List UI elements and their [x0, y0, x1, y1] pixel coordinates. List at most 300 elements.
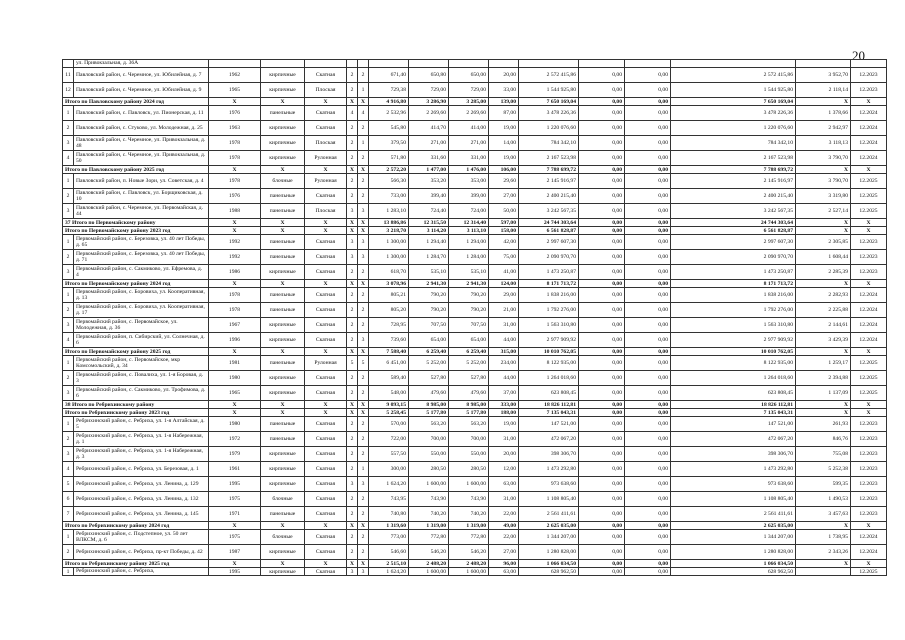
repair-cost-cell: 8 171 713,72 — [519, 280, 579, 288]
local-funds-cell: 0,00 — [625, 477, 671, 492]
wall-material-cell: X — [261, 166, 305, 174]
owners-funds-cell: 1 220 076,60 — [671, 121, 796, 136]
owners-funds-cell: 1 473 292,80 — [671, 462, 796, 477]
living-area-cell: 546,20 — [409, 545, 449, 560]
wall-material-cell: панельные — [261, 303, 305, 318]
repair-cost-cell: 7 650 169,04 — [519, 98, 579, 106]
deadline-cell: X — [851, 560, 887, 568]
total-row — [63, 409, 887, 417]
wall-material-cell: кирпичные — [261, 318, 305, 333]
floors-cell: 2 — [347, 68, 358, 83]
table-row — [63, 477, 887, 492]
residents-cell: 19,00 — [489, 121, 519, 136]
owners-funds-cell: 1 280 828,00 — [671, 545, 796, 560]
floors-cell: X — [347, 409, 358, 417]
entrances-cell: X — [358, 98, 369, 106]
total-area-cell: 773,00 — [369, 530, 409, 545]
unit-cost-cell: 261,93 — [796, 417, 851, 432]
total-area-cell: 1 283,10 — [369, 204, 409, 219]
total-area-cell: 805,20 — [369, 303, 409, 318]
year-cell — [209, 60, 261, 68]
unit-cost-cell: 846,76 — [796, 432, 851, 447]
local-funds-cell: 0,00 — [625, 250, 671, 265]
table-row — [63, 288, 887, 303]
entrances-cell: 3 — [358, 250, 369, 265]
roof-type-cell: Скатная — [305, 333, 347, 348]
floors-cell: 2 — [347, 189, 358, 204]
table-row — [63, 151, 887, 166]
wall-material-cell: панельные — [261, 204, 305, 219]
residents-cell: 96,00 — [489, 560, 519, 568]
entrances-cell: 2 — [358, 507, 369, 522]
wall-material-cell: X — [261, 219, 305, 227]
local-funds-cell: 0,00 — [625, 560, 671, 568]
row-number-cell: 1 — [63, 288, 74, 303]
owners-funds-cell: 3 478 226,36 — [671, 106, 796, 121]
deadline-cell: 12.2024 — [851, 318, 887, 333]
row-number-cell — [63, 60, 74, 68]
owners-funds-cell: 2 090 970,70 — [671, 250, 796, 265]
repair-cost-cell: 2 167 523,98 — [519, 151, 579, 166]
total-area-cell: 739,60 — [369, 333, 409, 348]
regional-funds-cell: 0,00 — [579, 530, 625, 545]
living-area-cell: 550,00 — [409, 447, 449, 462]
living-area-cell: 271,00 — [409, 136, 449, 151]
table-row — [63, 136, 887, 151]
local-funds-cell: 0,00 — [625, 417, 671, 432]
residential-area-cell: 650,00 — [449, 68, 489, 83]
address-cell: Павловский район, с. Черемное, ул. Юбилейная, д. 9 — [74, 83, 209, 98]
wall-material-cell: панельные — [261, 432, 305, 447]
entrances-cell: 3 — [358, 477, 369, 492]
residential-area-cell: 353,00 — [449, 174, 489, 189]
residents-cell: 37,00 — [489, 386, 519, 401]
owners-funds-cell: 6 561 828,87 — [671, 227, 796, 235]
total-label-cell: Итого по Первомайскому району 2024 год — [63, 280, 209, 288]
local-funds-cell: 0,00 — [625, 83, 671, 98]
regional-funds-cell: 0,00 — [579, 401, 625, 409]
repair-cost-cell: 1 838 216,00 — [519, 288, 579, 303]
regional-funds-cell: 0,00 — [579, 106, 625, 121]
total-area-cell: 566,30 — [369, 174, 409, 189]
total-area-cell: 379,50 — [369, 136, 409, 151]
residents-cell: 234,00 — [489, 356, 519, 371]
residential-area-cell: 707,50 — [449, 318, 489, 333]
table-row — [63, 250, 887, 265]
repair-cost-cell: 2 977 909,92 — [519, 333, 579, 348]
living-area-cell: 527,80 — [409, 371, 449, 386]
table-row — [63, 106, 887, 121]
table-row — [63, 265, 887, 280]
floors-cell: 2 — [347, 432, 358, 447]
deadline-cell: 12.2025 — [851, 386, 887, 401]
residents-cell: 14,00 — [489, 136, 519, 151]
year-cell: 1965 — [209, 386, 261, 401]
address-cell: Первомайский район, с. Сакмиково, ул. Ефремова, д. 4 — [74, 265, 209, 280]
regional-funds-cell: 0,00 — [579, 151, 625, 166]
wall-material-cell: блочные — [261, 174, 305, 189]
repair-cost-cell: 2 090 970,70 — [519, 250, 579, 265]
deadline-cell: 12.2025 — [851, 174, 887, 189]
regional-funds-cell: 0,00 — [579, 462, 625, 477]
address-cell: Ребрихинский район, с. Ребриха, ул. 1-я Набережная, д. 1 — [74, 432, 209, 447]
wall-material-cell: панельные — [261, 250, 305, 265]
year-cell: 1992 — [209, 235, 261, 250]
total-label-cell: Итого по Ребрихинскому району 2023 год — [63, 409, 209, 417]
floors-cell: X — [347, 522, 358, 530]
owners-funds-cell: 2 572 415,86 — [671, 68, 796, 83]
roof-type-cell: Скатная — [305, 250, 347, 265]
roof-type-cell: Скатная — [305, 68, 347, 83]
entrances-cell: 1 — [358, 136, 369, 151]
total-row — [63, 401, 887, 409]
roof-type-cell: Скатная — [305, 417, 347, 432]
repair-cost-cell: 1 066 034,50 — [519, 560, 579, 568]
residential-area-cell: 1 476,00 — [449, 166, 489, 174]
total-area-cell: 805,21 — [369, 288, 409, 303]
residential-area-cell: 5 177,80 — [449, 409, 489, 417]
wall-material-cell: кирпичные — [261, 83, 305, 98]
residents-cell: 20,00 — [489, 447, 519, 462]
owners-funds-cell — [671, 60, 796, 68]
repair-cost-cell: 1 220 076,60 — [519, 121, 579, 136]
entrances-cell: 3 — [358, 333, 369, 348]
floors-cell: 3 — [347, 477, 358, 492]
owners-funds-cell: 623 808,45 — [671, 386, 796, 401]
year-cell: X — [209, 98, 261, 106]
unit-cost-cell: 1 608,44 — [796, 250, 851, 265]
table-row — [63, 447, 887, 462]
residents-cell: 29,60 — [489, 174, 519, 189]
residents-cell: 41,00 — [489, 265, 519, 280]
residents-cell: 63,00 — [489, 477, 519, 492]
owners-funds-cell: 2 561 411,61 — [671, 507, 796, 522]
unit-cost-cell: X — [796, 348, 851, 356]
residential-area-cell: 700,00 — [449, 432, 489, 447]
unit-cost-cell: 3 118,13 — [796, 136, 851, 151]
year-cell: 1962 — [209, 68, 261, 83]
floors-cell: 2 — [347, 386, 358, 401]
local-funds-cell: 0,00 — [625, 401, 671, 409]
year-cell: 1978 — [209, 136, 261, 151]
row-number-cell: 1 — [63, 106, 74, 121]
unit-cost-cell: 2 942,97 — [796, 121, 851, 136]
deadline-cell: 12.2024 — [851, 121, 887, 136]
roof-type-cell: Скатная — [305, 386, 347, 401]
owners-funds-cell: 2 997 607,30 — [671, 235, 796, 250]
year-cell: X — [209, 560, 261, 568]
wall-material-cell: панельные — [261, 356, 305, 371]
deadline-cell: 12.2025 — [851, 356, 887, 371]
total-area-cell: 722,00 — [369, 432, 409, 447]
total-area-cell: 618,70 — [369, 265, 409, 280]
total-label-cell: Итого по Первомайскому району 2025 год — [63, 348, 209, 356]
local-funds-cell: 0,00 — [625, 227, 671, 235]
regional-funds-cell: 0,00 — [579, 280, 625, 288]
local-funds-cell: 0,00 — [625, 136, 671, 151]
table-row — [63, 417, 887, 432]
floors-cell: 2 — [347, 545, 358, 560]
wall-material-cell: панельные — [261, 189, 305, 204]
row-number-cell: 1 — [63, 568, 74, 576]
local-funds-cell: 0,00 — [625, 371, 671, 386]
deadline-cell — [851, 60, 887, 68]
total-area-cell: 300,00 — [369, 462, 409, 477]
deadline-cell: 12.2023 — [851, 417, 887, 432]
living-area-cell: 790,20 — [409, 303, 449, 318]
total-area-cell: 13 886,86 — [369, 219, 409, 227]
residents-cell: 597,00 — [489, 219, 519, 227]
residents-cell: 333,00 — [489, 401, 519, 409]
floors-cell: 2 — [347, 462, 358, 477]
repair-cost-cell: 2 997 607,30 — [519, 235, 579, 250]
regional-funds-cell: 0,00 — [579, 250, 625, 265]
living-area-cell: 1 319,00 — [409, 522, 449, 530]
table-row — [63, 356, 887, 371]
entrances-cell — [358, 60, 369, 68]
wall-material-cell: X — [261, 401, 305, 409]
table-row — [63, 507, 887, 522]
roof-type-cell: Скатная — [305, 189, 347, 204]
address-cell: Первомайский район, с. Боровиха, ул. Кооперативная, д. 17 — [74, 303, 209, 318]
roof-type-cell — [305, 60, 347, 68]
repair-cost-cell: 6 561 828,87 — [519, 227, 579, 235]
year-cell: 1980 — [209, 417, 261, 432]
total-label-cell: Итого по Ребрихинскому району 2024 год — [63, 522, 209, 530]
repair-cost-cell: 1 344 207,00 — [519, 530, 579, 545]
residential-area-cell: 1 294,00 — [449, 235, 489, 250]
total-area-cell: 1 300,00 — [369, 250, 409, 265]
address-cell: Первомайский район, с. Повалиха, ул. 1-я Боровая, д. 3 — [74, 371, 209, 386]
regional-funds-cell: 0,00 — [579, 371, 625, 386]
floors-cell: 3 — [347, 235, 358, 250]
local-funds-cell: 0,00 — [625, 121, 671, 136]
regional-funds-cell: 0,00 — [579, 409, 625, 417]
owners-funds-cell: 784 342,10 — [671, 136, 796, 151]
year-cell: 1978 — [209, 151, 261, 166]
repair-cost-cell: 1 280 828,00 — [519, 545, 579, 560]
owners-funds-cell: 1 344 207,00 — [671, 530, 796, 545]
entrances-cell: 2 — [358, 121, 369, 136]
residential-area-cell: 790,20 — [449, 303, 489, 318]
wall-material-cell: панельные — [261, 288, 305, 303]
local-funds-cell: 0,00 — [625, 219, 671, 227]
owners-funds-cell: 3 242 567,35 — [671, 204, 796, 219]
total-area-cell: 729,38 — [369, 83, 409, 98]
entrances-cell: 2 — [358, 174, 369, 189]
residential-area-cell: 3 285,00 — [449, 98, 489, 106]
row-number-cell: 2 — [63, 189, 74, 204]
floors-cell: 2 — [347, 447, 358, 462]
wall-material-cell: кирпичные — [261, 68, 305, 83]
regional-funds-cell: 0,00 — [579, 545, 625, 560]
year-cell: 1978 — [209, 288, 261, 303]
owners-funds-cell: 147 521,00 — [671, 417, 796, 432]
floors-cell: 5 — [347, 356, 358, 371]
residents-cell: 27,00 — [489, 545, 519, 560]
residents-cell: 158,00 — [489, 227, 519, 235]
total-area-cell: 3 218,70 — [369, 227, 409, 235]
regional-funds-cell: 0,00 — [579, 83, 625, 98]
floors-cell: X — [347, 280, 358, 288]
year-cell: 1995 — [209, 477, 261, 492]
residents-cell: 12,00 — [489, 462, 519, 477]
row-number-cell: 3 — [63, 204, 74, 219]
deadline-cell: 12.2023 — [851, 432, 887, 447]
unit-cost-cell: 1 378,66 — [796, 106, 851, 121]
deadline-cell: 12.2023 — [851, 447, 887, 462]
total-area-cell: 1 624,20 — [369, 568, 409, 576]
row-number-cell: 3 — [63, 447, 74, 462]
owners-funds-cell: 398 306,70 — [671, 447, 796, 462]
roof-type-cell: Скатная — [305, 568, 347, 576]
repair-cost-cell: 1 264 018,60 — [519, 371, 579, 386]
residential-area-cell: 414,00 — [449, 121, 489, 136]
wall-material-cell: кирпичные — [261, 265, 305, 280]
table-row — [63, 333, 887, 348]
total-area-cell — [369, 60, 409, 68]
owners-funds-cell: 24 744 303,64 — [671, 219, 796, 227]
year-cell: 1992 — [209, 250, 261, 265]
deadline-cell: 12.2023 — [851, 492, 887, 507]
year-cell: 1987 — [209, 545, 261, 560]
residential-area-cell: 743,90 — [449, 492, 489, 507]
table-row — [63, 545, 887, 560]
roof-type-cell: X — [305, 219, 347, 227]
total-area-cell: 570,00 — [369, 417, 409, 432]
year-cell: 1975 — [209, 530, 261, 545]
roof-type-cell: Скатная — [305, 303, 347, 318]
table-row — [63, 530, 887, 545]
repair-cost-cell: 472 067,20 — [519, 432, 579, 447]
entrances-cell: 3 — [358, 204, 369, 219]
living-area-cell: 12 315,50 — [409, 219, 449, 227]
row-number-cell: 11 — [63, 68, 74, 83]
regional-funds-cell: 0,00 — [579, 265, 625, 280]
row-number-cell: 3 — [63, 265, 74, 280]
unit-cost-cell: 2 225,88 — [796, 303, 851, 318]
year-cell: 1980 — [209, 371, 261, 386]
wall-material-cell: кирпичные — [261, 333, 305, 348]
deadline-cell: X — [851, 409, 887, 417]
regional-funds-cell: 0,00 — [579, 447, 625, 462]
residential-area-cell: 12 314,40 — [449, 219, 489, 227]
year-cell: 1978 — [209, 303, 261, 318]
floors-cell: 2 — [347, 288, 358, 303]
deadline-cell: X — [851, 227, 887, 235]
owners-funds-cell: 1 264 018,60 — [671, 371, 796, 386]
residential-area-cell: 527,80 — [449, 371, 489, 386]
repair-cost-cell: 2 561 411,61 — [519, 507, 579, 522]
residential-area-cell: 399,00 — [449, 189, 489, 204]
floors-cell: 2 — [347, 333, 358, 348]
year-cell: 1981 — [209, 356, 261, 371]
deadline-cell: X — [851, 280, 887, 288]
living-area-cell: 1 600,00 — [409, 568, 449, 576]
total-area-cell: 1 300,00 — [369, 235, 409, 250]
address-cell: Первомайский район, с. Березовка, ул. 40 лет Победы, д. 65 — [74, 235, 209, 250]
floors-cell: X — [347, 98, 358, 106]
table-row — [63, 204, 887, 219]
local-funds-cell: 0,00 — [625, 530, 671, 545]
address-cell: Ребрихинский район, с. Ребриха, — [74, 568, 209, 576]
regional-funds-cell: 0,00 — [579, 219, 625, 227]
wall-material-cell: блочные — [261, 530, 305, 545]
deadline-cell: 12.2024 — [851, 106, 887, 121]
repair-cost-cell: 623 808,45 — [519, 386, 579, 401]
living-area-cell: 790,20 — [409, 288, 449, 303]
total-area-cell: 3 078,96 — [369, 280, 409, 288]
local-funds-cell: 0,00 — [625, 280, 671, 288]
wall-material-cell: кирпичные — [261, 545, 305, 560]
repair-cost-cell: 24 744 303,64 — [519, 219, 579, 227]
repair-cost-cell: 628 962,50 — [519, 568, 579, 576]
total-area-cell: 2 532,96 — [369, 106, 409, 121]
wall-material-cell: X — [261, 227, 305, 235]
living-area-cell: 740,20 — [409, 507, 449, 522]
residents-cell: 124,00 — [489, 280, 519, 288]
row-number-cell: 5 — [63, 477, 74, 492]
year-cell: X — [209, 401, 261, 409]
unit-cost-cell: X — [796, 280, 851, 288]
total-area-cell: 545,80 — [369, 121, 409, 136]
local-funds-cell: 0,00 — [625, 522, 671, 530]
local-funds-cell: 0,00 — [625, 447, 671, 462]
repair-cost-cell: 1 792 276,00 — [519, 303, 579, 318]
floors-cell: 2 — [347, 265, 358, 280]
year-cell: 1995 — [209, 568, 261, 576]
floors-cell: 2 — [347, 151, 358, 166]
living-area-cell: 743,90 — [409, 492, 449, 507]
deadline-cell: 12.2023 — [851, 235, 887, 250]
total-row — [63, 522, 887, 530]
living-area-cell: 399,40 — [409, 189, 449, 204]
entrances-cell: 2 — [358, 68, 369, 83]
residents-cell: 21,00 — [489, 303, 519, 318]
repair-cost-cell: 1 544 925,80 — [519, 83, 579, 98]
owners-funds-cell: 2 145 916,97 — [671, 174, 796, 189]
address-cell: Первомайский район, с. Первомайское, мкр Комсомольский, д. 34 — [74, 356, 209, 371]
regional-funds-cell: 0,00 — [579, 189, 625, 204]
wall-material-cell: X — [261, 560, 305, 568]
total-area-cell: 557,50 — [369, 447, 409, 462]
total-area-cell: 728,95 — [369, 318, 409, 333]
repair-cost-cell: 2 625 035,00 — [519, 522, 579, 530]
unit-cost-cell: 2 285,39 — [796, 265, 851, 280]
address-cell: ул. Привокзальная, д. 36А — [74, 60, 209, 68]
owners-funds-cell: 18 826 112,81 — [671, 401, 796, 409]
total-area-cell: 548,00 — [369, 386, 409, 401]
unit-cost-cell: 3 790,70 — [796, 151, 851, 166]
living-area-cell: 650,80 — [409, 68, 449, 83]
address-cell: Первомайский район, с. Березовка, ул. 40 лет Победы, д. 71 — [74, 250, 209, 265]
entrances-cell: X — [358, 522, 369, 530]
year-cell: X — [209, 166, 261, 174]
roof-type-cell: Рулонная — [305, 356, 347, 371]
total-area-cell: 4 916,80 — [369, 98, 409, 106]
entrances-cell: 3 — [358, 568, 369, 576]
owners-funds-cell: 2 977 909,92 — [671, 333, 796, 348]
residents-cell: 188,00 — [489, 409, 519, 417]
total-label-cell: 37 Итого по Первомайскому району — [63, 219, 209, 227]
unit-cost-cell: 3 790,70 — [796, 174, 851, 189]
wall-material-cell: панельные — [261, 417, 305, 432]
roof-type-cell: Скатная — [305, 432, 347, 447]
local-funds-cell: 0,00 — [625, 356, 671, 371]
owners-funds-cell: 10 010 762,05 — [671, 348, 796, 356]
total-area-cell: 546,60 — [369, 545, 409, 560]
address-cell: Первомайский район, с. Первомайское, ул. Молодежная, д. 36 — [74, 318, 209, 333]
